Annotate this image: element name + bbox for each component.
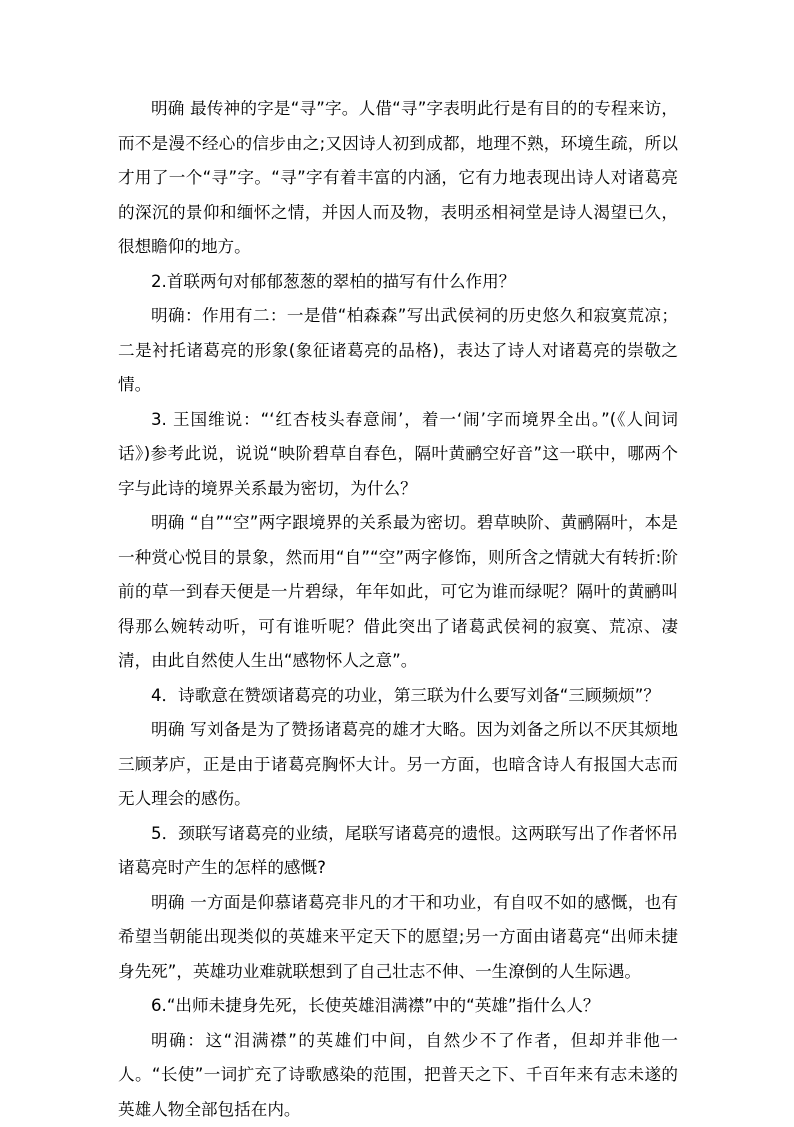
- answer-paragraph-1: 明确 最传神的字是“寻”字。人借“寻”字表明此行是有目的的专程来访，而不是漫不经心的信步由之;又因诗人初到成都，地理不熟，环境生疏，所以才用了一个“寻”字。“寻”字有着丰富的内涵，它有力地表现出诗人对诸葛亮的深沉的景仰和缅怀之情，并因人而及物，表明丞相祠堂是诗人渴望已久，很想瞻仰的地方。: [118, 92, 678, 265]
- answer-paragraph-5: 明确 一方面是仰慕诸葛亮非凡的才干和功业，有自叹不如的感慨，也有希望当朝能出现类似的英雄来平定天下的愿望;另一方面由诸葛亮“出师未捷身先死”，英雄功业难就联想到了自己壮志不伸、一生潦倒的人生际遇。: [118, 886, 678, 990]
- question-2: 2.首联两句对郁郁葱葱的翠柏的描写有什么作用？: [118, 265, 678, 300]
- question-6: 6.“出师未捷身先死，长使英雄泪满襟”中的“英雄”指什么人？: [118, 989, 678, 1024]
- answer-paragraph-4: 明确 写刘备是为了赞扬诸葛亮的雄才大略。因为刘备之所以不厌其烦地三顾茅庐，正是由于诸葛亮胸怀大计。另一方面，也暗含诗人有报国大志而无人理会的感伤。: [118, 713, 678, 817]
- question-4: 4．诗歌意在赞颂诸葛亮的功业，第三联为什么要写刘备“三顾频烦”？: [118, 679, 678, 714]
- answer-paragraph-3: 明确 “自”“空”两字跟境界的关系最为密切。碧草映阶、黄鹂隔叶，本是一种赏心悦目的景象，然而用“自”“空”两字修饰，则所含之情就大有转折:阶前的草一到春天便是一片碧绿，年年如此，可它为谁而绿呢？隔叶的黄鹂叫得那么婉转动听，可有谁听呢？借此突出了诸葛武侯祠的寂寞、荒凉、凄清，由此自然使人生出“感物怀人之意”。: [118, 506, 678, 679]
- question-3: 3. 王国维说：“‘红杏枝头春意闹’，着一‘闹’字而境界全出。”(《人间词话》)参考此说，说说“映阶碧草自春色，隔叶黄鹂空好音”这一联中，哪两个字与此诗的境界关系最为密切，为什么？: [118, 403, 678, 507]
- question-5: 5．颈联写诸葛亮的业绩，尾联写诸葛亮的遗恨。这两联写出了作者怀吊诸葛亮时产生的怎样的感慨?: [118, 817, 678, 886]
- answer-paragraph-2: 明确：作用有二：一是借“柏森森”写出武侯祠的历史悠久和寂寞荒凉；二是衬托诸葛亮的形象(象征诸葛亮的品格)，表达了诗人对诸葛亮的崇敬之情。: [118, 299, 678, 403]
- answer-paragraph-6: 明确：这“泪满襟”的英雄们中间，自然少不了作者，但却并非他一人。“长使”一词扩充了诗歌感染的范围，把普天之下、千百年来有志未遂的英雄人物全部包括在内。: [118, 1024, 678, 1127]
- document-page: [118, 92, 678, 1127]
